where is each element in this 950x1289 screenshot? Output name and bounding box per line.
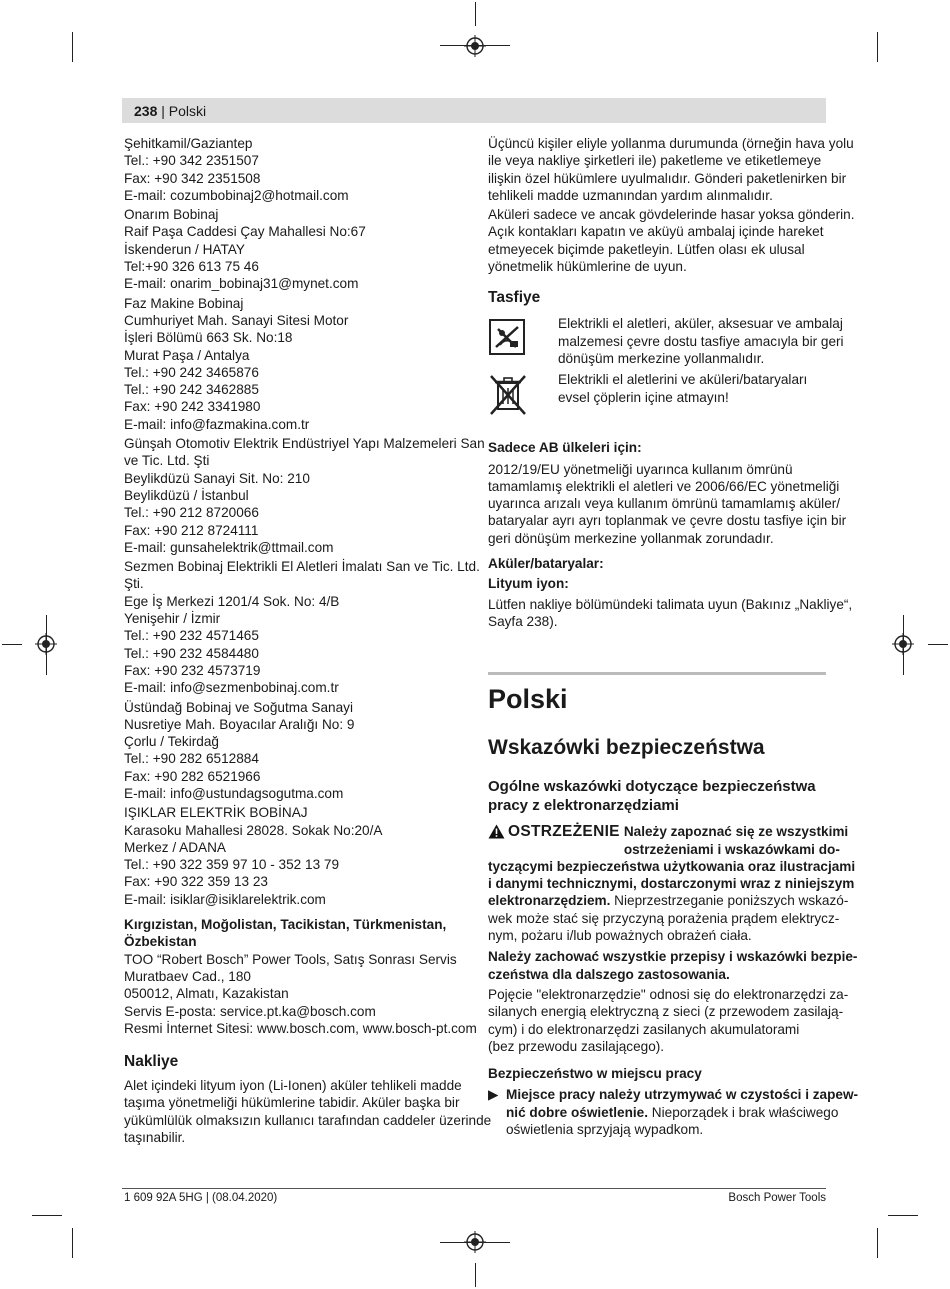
crop-mark <box>72 32 73 62</box>
inline-bold: elektronarzędziem. <box>488 893 611 909</box>
paragraph-line: Należy zapoznać się ze wszystkimi <box>623 824 849 840</box>
warning-label: OSTRZEŻENIE <box>508 823 620 841</box>
paragraph-line: Elektrikli el aletleri, aküler, aksesuar ve ambalaj <box>558 316 843 332</box>
crop-mark <box>72 1228 73 1258</box>
inline-text: Nieprzestrzeganie poniższych wskazó- <box>610 893 849 909</box>
registration-mark-icon <box>35 633 57 655</box>
paragraph-line: Należy zachować wszystkie przepisy i wskazówki bezpie- <box>488 949 858 965</box>
workplace-heading: Bezpieczeństwo w miejscu pracy <box>488 1066 702 1082</box>
kyrgyz-heading-line: Kırgızistan, Moğolistan, Tacikistan, Türkmenistan, <box>124 917 447 933</box>
disposal-heading: Tasfiye <box>488 289 541 307</box>
address-line: Fax: +90 242 3341980 <box>124 399 261 415</box>
paragraph-line: 2012/19/EU yönetmeliği uyarınca kullanım ömrünü <box>488 461 793 477</box>
paragraph-line: yönetmelik hükümlerine de uyun. <box>488 259 687 275</box>
paragraph-line: i danymi technicznymi, dostarczonymi wraz z niniejszym <box>488 876 855 892</box>
address-line: Servis E-posta: service.pt.ka@bosch.com <box>124 1003 376 1019</box>
heading-line: pracy z elektronarzędziami <box>488 797 679 815</box>
crop-mark <box>475 2 476 26</box>
crossed-bin-icon <box>488 373 528 417</box>
paragraph-line: tyczącymi bezpieczeństwa użytkowania oraz ilustracjami <box>488 858 856 874</box>
address-block <box>124 435 485 556</box>
address-line: E-mail: gunsahelektrik@ttmail.com <box>124 539 334 555</box>
crop-mark <box>888 1215 918 1216</box>
address-line: Merkez / ADANA <box>124 839 226 855</box>
address-line: Tel.: +90 212 8720066 <box>124 505 259 521</box>
address-line: Tel.: +90 342 2351507 <box>124 153 259 169</box>
address-block <box>124 804 464 908</box>
warning-triangle-icon <box>488 824 505 839</box>
left-column <box>124 135 492 1146</box>
paragraph-line: (bez przewodu zasilającego). <box>488 1038 665 1054</box>
paragraph-line: Miejsce pracy należy utrzymywać w czystości i zapew- <box>506 1087 859 1103</box>
transport-paragraph-2 <box>488 206 855 275</box>
paragraph-line: Sayfa 238). <box>488 613 558 629</box>
footer-rule <box>122 1188 826 1189</box>
address-line: Beylikdüzü / İstanbul <box>124 487 249 503</box>
address-line: E-mail: info@fazmakina.com.tr <box>124 416 310 432</box>
address-line: Cumhuriyet Mah. Sanayi Sitesi Motor <box>124 312 349 328</box>
kyrgyz-heading <box>124 916 464 951</box>
paragraph-line: etmeyecek biçimde paketleyin. Lütfen olası ek ulusal <box>488 241 805 257</box>
address-line: E-mail: info@ustundagsogutma.com <box>124 785 344 801</box>
heading-line: Ogólne wskazówki dotyczące bezpieczeństwa <box>488 778 816 796</box>
lithium-heading: Lityum iyon: <box>488 576 569 592</box>
address-line: Fax: +90 232 4573719 <box>124 662 261 678</box>
paragraph-line: nym, pożaru i/lub poważnych obrażeń ciała. <box>488 928 752 944</box>
address-line: Beylikdüzü Sanayi Sit. No: 210 <box>124 470 310 486</box>
address-line: 050012, Almatı, Kazakistan <box>124 986 289 1002</box>
address-line: Şti. <box>124 576 144 592</box>
address-line: Tel:+90 326 613 75 46 <box>124 259 259 275</box>
address-line: IŞIKLAR ELEKTRİK BOBİNAJ <box>124 805 308 821</box>
paragraph-line: bataryalar ayrı ayrı toplanmak ve çevre dostu tasfiye için bir <box>488 513 847 529</box>
recycle-tool-icon <box>488 317 528 361</box>
header-separator: | <box>157 103 169 119</box>
paragraph-line: taşınabilir. <box>124 1130 186 1146</box>
crop-mark <box>2 644 22 645</box>
address-line: Nusretiye Mah. Boyacılar Aralığı No: 9 <box>124 716 355 732</box>
bullet-item <box>488 1086 859 1138</box>
lithium-paragraph <box>488 596 853 631</box>
eu-paragraph <box>488 461 847 547</box>
address-line: E-mail: onarim_bobinaj31@mynet.com <box>124 276 359 292</box>
paragraph-line: oświetlenia sprzyjają wypadkom. <box>506 1121 704 1137</box>
footer-brand: Bosch Power Tools <box>728 1192 826 1204</box>
address-line: Fax: +90 322 359 13 23 <box>124 874 268 890</box>
transport-heading: Nakliye <box>124 1053 179 1071</box>
right-column <box>488 135 859 1138</box>
address-block <box>124 558 480 696</box>
paragraph-line <box>488 892 849 909</box>
paragraph-line <box>506 1104 839 1121</box>
registration-mark-icon <box>464 1231 486 1253</box>
bullet-arrow-icon: ▶ <box>488 1087 499 1103</box>
paragraph-line: cym) i do elektronarzędzi zasilanych akumulatorami <box>488 1021 800 1037</box>
address-line: Sezmen Bobinaj Elektrikli El Aletleri İmalatı San ve Tic. Ltd. <box>124 559 480 575</box>
crop-mark <box>877 32 878 62</box>
address-line: Tel.: +90 232 4571465 <box>124 628 259 644</box>
paragraph-line: Elektrikli el aletlerini ve aküleri/bataryaları <box>558 372 808 388</box>
inline-text: Nieporządek i brak właściwego <box>648 1104 839 1120</box>
paragraph-line: Alet içindeki lityum iyon (Li-Ionen) aküler tehlikeli madde <box>124 1078 462 1094</box>
address-list <box>124 135 485 908</box>
safety-title: Wskazówki bezpieczeństwa <box>488 736 765 760</box>
page-header <box>134 103 206 119</box>
address-line: E-mail: info@sezmenbobinaj.com.tr <box>124 680 339 696</box>
address-line: Karasoku Mahallesi 28028. Sokak No:20/A <box>124 822 383 838</box>
address-line: Fax: +90 342 2351508 <box>124 170 261 186</box>
paragraph-line: tehlikeli madde uzmanından yardım alınmalıdır. <box>488 187 773 203</box>
paragraph-line: wek może stać się przyczyną porażenia prądem elektrycz- <box>488 910 840 926</box>
crop-mark <box>928 644 948 645</box>
paragraph-line: uyarınca arızalı veya kullanım ömrünü tamamlamış aküler/ <box>488 496 841 512</box>
paragraph-line: yükümlülük olmaksızın kullanıcı tarafından caddeler üzerinde <box>124 1112 492 1128</box>
eu-heading: Sadece AB ülkeleri için: <box>488 440 642 456</box>
general-heading <box>488 777 826 815</box>
transport-paragraph <box>124 1077 492 1146</box>
crop-mark <box>32 1215 62 1216</box>
address-line: Çorlu / Tekirdağ <box>124 734 219 750</box>
kyrgyz-heading-line: Özbekistan <box>124 934 197 950</box>
address-line: E-mail: isiklar@isiklarelektrik.com <box>124 891 326 907</box>
warning-block <box>488 823 856 944</box>
paragraph-line: ostrzeżeniami i wskazówkami do- <box>623 841 840 857</box>
header-section: Polski <box>168 103 207 119</box>
paragraph-line: evsel çöplerin içine atmayın! <box>558 389 729 405</box>
section-divider <box>488 672 826 675</box>
address-line: Yenişehir / İzmir <box>124 611 221 627</box>
address-line: Resmi İnternet Sitesi: www.bosch.com, www.bosch-pt.com <box>124 1020 477 1036</box>
address-line: Tel.: +90 242 3462885 <box>124 382 259 398</box>
paragraph-line: taşıma yönetmeliği hükümlerine tabidir. Aküler başka bir <box>124 1095 460 1111</box>
address-line: Şehitkamil/Gaziantep <box>124 136 253 151</box>
page-number: 238 <box>134 103 158 119</box>
address-line: Faz Makine Bobinaj <box>124 295 244 311</box>
term-definition <box>488 986 849 1055</box>
page-header-bar <box>122 98 826 123</box>
batteries-heading: Aküler/bataryalar: <box>488 556 604 572</box>
address-line: Tel.: +90 322 359 97 10 - 352 13 79 <box>124 857 340 873</box>
paragraph-line: ilişkin özel hükümlere uyulmalıdır. Gönderi paketlenirken bir <box>488 170 847 186</box>
paragraph-line: silanych energią elektryczną z sieci (z przewodem zasilają- <box>488 1004 844 1020</box>
paragraph-line: Üçüncü kişiler eliyle yollanma durumunda (örneğin hava yolu <box>488 136 854 151</box>
disposal-item-bin <box>488 371 826 421</box>
paragraph-line: Lütfen nakliye bölümündeki talimata uyun (Bakınız „Nakliye“, <box>488 596 853 612</box>
address-line: Tel.: +90 242 3465876 <box>124 364 259 380</box>
crop-mark <box>475 1263 476 1287</box>
address-line: TOO “Robert Bosch” Power Tools, Satış Sonrası Servis <box>124 951 457 967</box>
paragraph-line: Açık kontakları kapatın ve aküyü ambalaj içinde hareket <box>488 224 824 240</box>
paragraph-line: malzemesi çevre dostu tasfiye amacıyla bir geri <box>558 333 844 349</box>
address-block <box>124 135 464 204</box>
paragraph-line: ile veya nakliye şirketleri ile) paketleme ve etiketlemeye <box>488 153 822 169</box>
address-line: Ege İş Merkezi 1201/4 Sok. No: 4/B <box>124 593 340 609</box>
address-line: Tel.: +90 232 4584480 <box>124 645 259 661</box>
transport-paragraph-1 <box>488 135 854 204</box>
address-line: Tel.: +90 282 6512884 <box>124 751 259 767</box>
address-line: Fax: +90 282 6521966 <box>124 768 261 784</box>
address-line: İskenderun / HATAY <box>124 241 245 257</box>
address-block <box>124 295 464 433</box>
registration-mark-icon <box>892 633 914 655</box>
paragraph-line: Aküleri sadece ve ancak gövdelerinde hasar yoksa gönderin. <box>488 207 855 223</box>
inline-bold: nić dobre oświetlenie. <box>506 1104 649 1120</box>
address-line: Murat Paşa / Antalya <box>124 347 250 363</box>
keep-instructions <box>488 948 858 983</box>
paragraph-line: czeństwa dla dalszego zastosowania. <box>488 966 730 982</box>
address-line: ve Tic. Ltd. Şti <box>124 453 210 469</box>
kyrgyz-address <box>124 951 477 1037</box>
address-block <box>124 206 464 292</box>
language-title: Polski <box>488 684 568 715</box>
address-line: Üstündağ Bobinaj ve Soğutma Sanayi <box>124 699 353 715</box>
address-line: Raif Paşa Caddesi Çay Mahallesi No:67 <box>124 224 366 240</box>
address-line: Fax: +90 212 8724111 <box>124 522 259 538</box>
address-line: İşleri Bölümü 663 Sk. No:18 <box>124 330 293 346</box>
registration-mark-icon <box>464 35 486 57</box>
address-line: E-mail: cozumbobinaj2@hotmail.com <box>124 187 349 203</box>
disposal-item-recycle <box>488 315 844 367</box>
crop-mark <box>877 1228 878 1258</box>
address-line: Günşah Otomotiv Elektrik Endüstriyel Yapı Malzemeleri San <box>124 436 485 452</box>
address-line: Muratbaev Cad., 180 <box>124 968 251 984</box>
paragraph-line: geri dönüşüm merkezine yollanmak zorundadır. <box>488 530 774 546</box>
footer-doc-number: 1 609 92A 5HG | (08.04.2020) <box>124 1192 278 1204</box>
paragraph-line: dönüşüm merkezine yollanmalıdır. <box>558 350 765 366</box>
address-block <box>124 699 464 803</box>
address-line: Onarım Bobinaj <box>124 207 219 223</box>
paragraph-line: Pojęcie "elektronarzędzie" odnosi się do elektronarzędzi za- <box>488 986 849 1002</box>
paragraph-line: tamamlamış elektrikli el aletleri ve 2006/66/EC yönetmeliği <box>488 478 840 494</box>
